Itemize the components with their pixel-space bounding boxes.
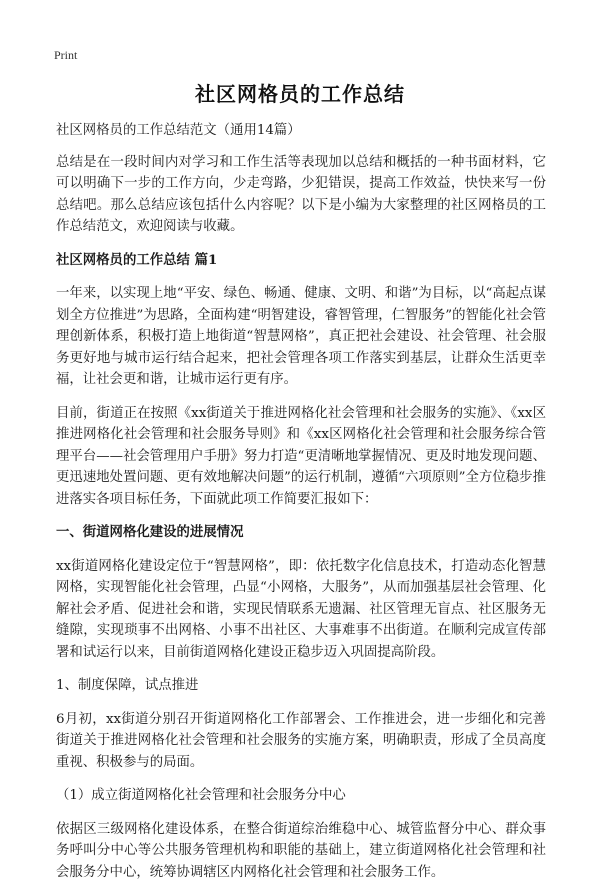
subheading-2: （1）成立街道网格化社会管理和社会服务分中心 [56,788,346,803]
print-link[interactable]: Print [54,48,78,62]
article-body [56,120,546,895]
paragraph-2: 目前，街道正在按照《xx街道关于推进网格化社会管理和社会服务的实施》、《xx区推进网格化社会管理和社会服务导则》和《xx区网格化社会管理和社会服务综合管理平台——社会管理用户手册》努力打造“更清晰地掌握情况、更及时地发现问题、更迅速地处置问题、更有效地解决问题”的运行机制，遵循“六项原则”全方位稳步推进落实各项目标任务，下面就此项工作简要汇报如下： [56,405,546,507]
paragraph-4: 6月初，xx街道分别召开街道网格化工作部署会、工作推进会，进一步细化和完善街道关于推进网格化社会管理和社会服务的实施方案，明确职责，形成了全员高度重视、积极参与的局面。 [56,711,546,770]
paragraph-5: 依据区三级网格化建设体系，在整合街道综治维稳中心、城管监督分中心、群众事务呼叫分中心等公共服务管理机构和职能的基础上，建立街道网格化社会管理和社会服务分中心，统筹协调辖区内网格化社会管理和社会服务工作。 [56,821,546,880]
subheading-1: 1、制度保障，试点推进 [56,678,199,693]
paragraph-3: xx街道网格化建设定位于“智慧网格”，即：依托数字化信息技术，打造动态化智慧网格，实现智能化社会管理，凸显“小网格，大服务”，从而加强基层社会管理、化解社会矛盾、促进社会和谐，实现民情联系无遗漏、社区管理无盲点、社区服务无缝隙，实现琐事不出网格、小事不出社区、大事难事不出街道。在顺利完成宣传部署和试运行以来，目前街道网格化建设正稳步迈入巩固提高阶段。 [56,558,546,660]
page-title: 社区网格员的工作总结 [195,82,405,106]
article-subtitle: 社区网格员的工作总结范文（通用14篇） [56,123,301,138]
article-heading: 社区网格员的工作总结 篇1 [56,251,218,268]
intro-paragraph: 总结是在一段时间内对学习和工作生活等表现加以总结和概括的一种书面材料，它可以明确下一步的工作方向，少走弯路，少犯错误，提高工作效益，快快来写一份总结吧。那么总结应该包括什么内容呢？以下是小编为大家整理的社区网格员的工作总结范文，欢迎阅读与收藏。 [56,154,546,234]
paragraph-1: 一年来，以实现上地“平安、绿色、畅通、健康、文明、和谐”为目标，以“高起点谋划全方位推进”为思路，全面构建“明智建设，睿智管理，仁智服务”的智能化社会管理创新体系，积极打造上地街道“智慧网格”，真正把社会建设、社会管理、社会服务更好地与城市运行结合起来，把社会管理各项工作落实到基层，让群众生活更幸福，让社会更和谐，让城市运行更有序。 [56,286,546,387]
section-heading-1: 一、街道网格化建设的进展情况 [56,524,244,540]
